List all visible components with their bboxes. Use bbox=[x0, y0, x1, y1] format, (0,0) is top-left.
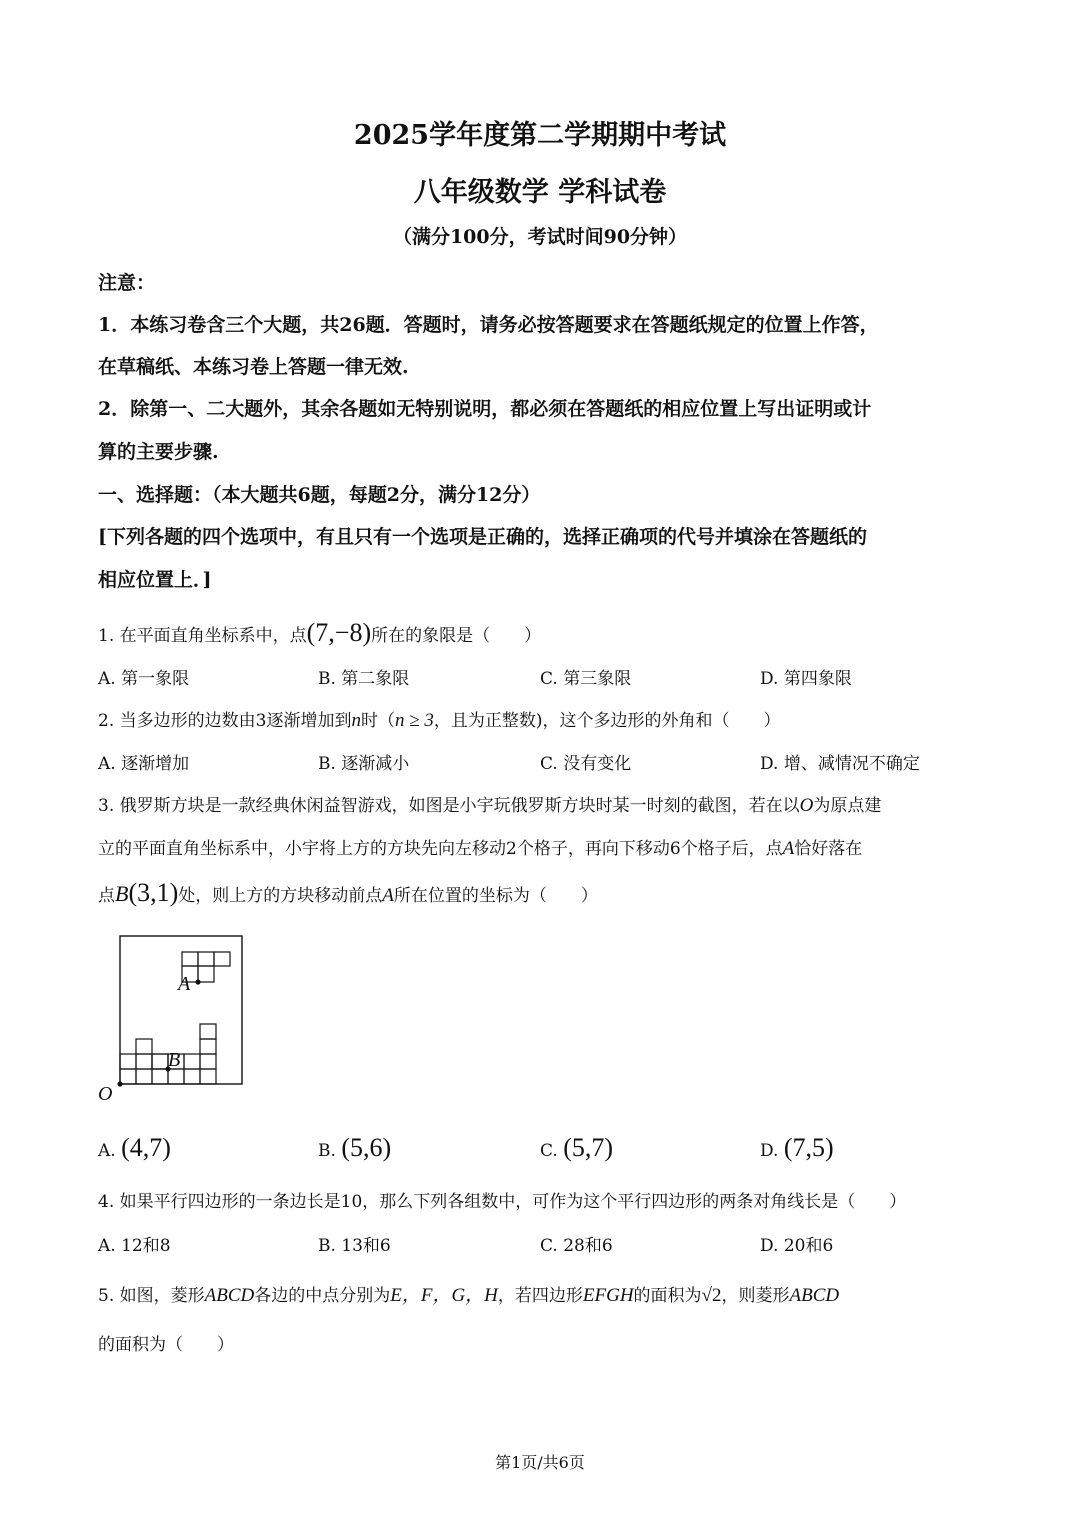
point-b-coordinate: (3,1) bbox=[128, 878, 179, 907]
question-3-line-1-text: 3. 俄罗斯方块是一款经典休闲益智游戏，如图是小宇玩俄罗斯方块时某一时刻的截图，若在以 bbox=[98, 796, 800, 816]
tetris-figure bbox=[92, 930, 262, 1110]
q2-option-b: B. 逐渐减小 bbox=[318, 754, 410, 774]
rhombus-abcd-2: ABCD bbox=[789, 1285, 840, 1306]
q1-option-d: D. 第四象限 bbox=[760, 669, 852, 689]
question-3-line-3 bbox=[98, 878, 598, 908]
point-a-var-2: A bbox=[382, 885, 394, 906]
q3-option-d-value: (7,5) bbox=[783, 1133, 834, 1162]
point-a-dot bbox=[195, 979, 200, 984]
question-2-condition: n ≥ 3 bbox=[394, 710, 434, 731]
question-3-line-2-text: 立的平面直角坐标系中，小宇将上方的方块先向左移动2个格子，再向下移动6个格子后，点 bbox=[98, 839, 783, 859]
q4-option-d: D. 20和6 bbox=[760, 1236, 834, 1256]
subject-title: 八年级数学 学科试卷 bbox=[413, 177, 667, 208]
question-2-mid: 时（ bbox=[360, 711, 395, 731]
game-frame bbox=[120, 936, 242, 1084]
q3-option-b bbox=[318, 1133, 391, 1163]
note-2-line-1: 2．除第一、二大题外，其余各题如无特别说明，都必须在答题纸的相应位置上写出证明或计 bbox=[98, 398, 872, 420]
question-2-stem: 2. 当多边形的边数由3逐渐增加到 bbox=[98, 711, 352, 731]
note-2-line-2: 算的主要步骤. bbox=[98, 441, 219, 463]
question-3-line-3-end: 所在位置的坐标为（ ） bbox=[393, 886, 598, 906]
q2-option-a: A. 逐渐增加 bbox=[98, 754, 190, 774]
question-5-line-1 bbox=[98, 1280, 839, 1307]
question-5-line-2: 的面积为（ ） bbox=[98, 1335, 234, 1355]
rhombus-abcd: ABCD bbox=[204, 1285, 255, 1306]
quadrilateral-efgh: EFGH bbox=[582, 1285, 634, 1306]
question-3-line-1 bbox=[98, 791, 881, 817]
q3-option-a-value: (4,7) bbox=[121, 1133, 171, 1162]
point-a-label: A bbox=[178, 973, 191, 995]
q3-option-c-value: (5,7) bbox=[563, 1133, 614, 1162]
question-5-mid-2: ，若四边形 bbox=[497, 1286, 583, 1306]
question-1-point: (7,−8) bbox=[306, 618, 372, 647]
question-5-mid-4: ，则菱形 bbox=[721, 1286, 790, 1306]
note-1-line-2: 在草稿纸、本练习卷上答题一律无效. bbox=[98, 356, 409, 378]
question-3-line-2 bbox=[98, 834, 862, 860]
question-1 bbox=[98, 618, 541, 648]
exam-info: （满分100分，考试时间90分钟） bbox=[392, 226, 688, 248]
section-1-heading: 一、选择题：（本大题共6题，每题2分，满分12分） bbox=[98, 484, 541, 506]
question-3-line-2-end: 恰好落在 bbox=[794, 839, 863, 859]
q4-option-a: A. 12和8 bbox=[98, 1236, 171, 1256]
point-b-var: B bbox=[115, 881, 129, 906]
exam-title: 2025学年度第二学期期中考试 bbox=[353, 120, 727, 151]
area-sqrt-2: √2 bbox=[701, 1285, 722, 1306]
q4-option-c: C. 28和6 bbox=[540, 1236, 613, 1256]
q3-option-c bbox=[540, 1133, 613, 1163]
question-5-mid-3: 的面积为 bbox=[633, 1286, 702, 1306]
section-1-instructions-line-1: [下列各题的四个选项中，有且只有一个选项是正确的，选择正确项的代号并填涂在答题纸的 bbox=[98, 526, 867, 548]
q2-option-d: D. 增、减情况不确定 bbox=[760, 754, 920, 774]
q1-option-a: A. 第一象限 bbox=[98, 669, 190, 689]
question-2-var-n: n bbox=[351, 710, 361, 731]
q3-option-b-letter: B. bbox=[318, 1141, 336, 1161]
point-a-var: A bbox=[782, 838, 795, 859]
note-1-line-1: 1．本练习卷含三个大题，共26题．答题时，请务必按答题要求在答题纸规定的位置上作答， bbox=[98, 314, 879, 336]
q3-option-b-value: (5,6) bbox=[341, 1133, 392, 1162]
point-b-label: B bbox=[168, 1049, 181, 1071]
origin-var: O bbox=[799, 795, 814, 816]
question-3-line-3-pre: 点 bbox=[98, 886, 115, 906]
q3-option-d-letter: D. bbox=[760, 1141, 779, 1161]
q4-option-b: B. 13和6 bbox=[318, 1236, 391, 1256]
q3-option-a bbox=[98, 1133, 171, 1163]
q3-option-c-letter: C. bbox=[540, 1141, 558, 1161]
page-footer: 第1页/共6页 bbox=[495, 1453, 585, 1472]
midpoints-list: E，F，G，H bbox=[390, 1285, 498, 1306]
q2-option-c: C. 没有变化 bbox=[540, 754, 632, 774]
notes-label: 注意： bbox=[98, 272, 156, 294]
q1-option-b: B. 第二象限 bbox=[318, 669, 410, 689]
q3-option-a-letter: A. bbox=[98, 1141, 116, 1161]
question-2 bbox=[98, 706, 781, 732]
origin-dot bbox=[117, 1081, 122, 1086]
section-1-instructions-line-2: 相应位置上．] bbox=[98, 569, 212, 591]
question-5-mid: 各边的中点分别为 bbox=[254, 1286, 391, 1306]
q1-option-c: C. 第三象限 bbox=[540, 669, 632, 689]
q3-option-d bbox=[760, 1133, 834, 1163]
question-1-stem: 1. 在平面直角坐标系中，点 bbox=[98, 626, 307, 646]
question-1-tail: 所在的象限是（ ） bbox=[371, 626, 542, 646]
question-2-tail: ，且为正整数)，这个多边形的外角和（ ） bbox=[433, 711, 781, 731]
origin-label: O bbox=[98, 1083, 113, 1105]
question-3-line-1-end: 为原点建 bbox=[813, 796, 882, 816]
question-5-stem: 5. 如图，菱形 bbox=[98, 1286, 205, 1306]
question-4: 4. 如果平行四边形的一条边长是10，那么下列各组数中，可作为这个平行四边形的两条对角线长是（ ） bbox=[98, 1192, 907, 1212]
question-3-line-3-mid: 处，则上方的方块移动前点 bbox=[178, 886, 383, 906]
